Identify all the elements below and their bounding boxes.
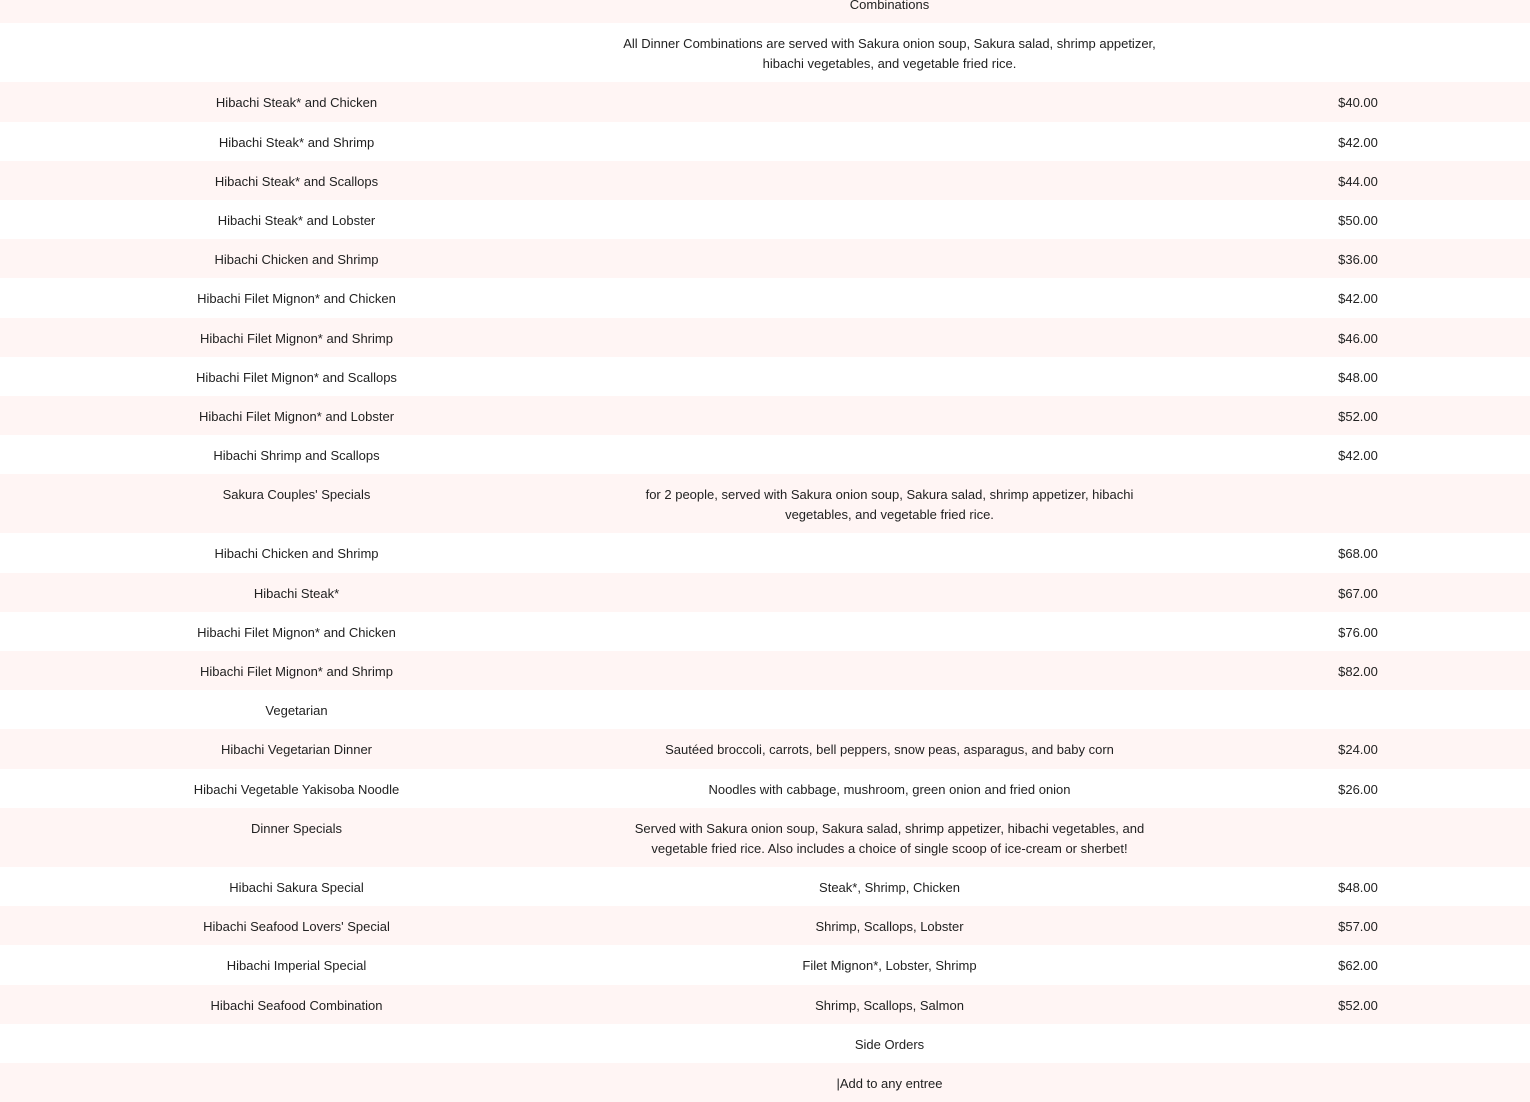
item-description: Noodles with cabbage, mushroom, green onion and fried onion: [708, 781, 1071, 797]
item-description: for 2 people, served with Sakura onion soup, Sakura salad, shrimp appetizer, hibachi vegetables, and vegetable fried rice.: [645, 487, 1134, 523]
item-description: All Dinner Combinations are served with Sakura onion soup, Sakura salad, shrimp appetizer, hibachi vegetables, and vegetable fried rice.: [623, 36, 1156, 72]
table-row: [0, 278, 1530, 317]
table-row: [0, 729, 1530, 768]
item-price: $44.00: [1338, 173, 1378, 189]
table-row: [0, 239, 1530, 278]
table-row: [0, 1024, 1530, 1063]
item-price: $76.00: [1338, 624, 1378, 640]
item-name: Hibachi Filet Mignon* and Shrimp: [200, 330, 393, 346]
item-price: $42.00: [1338, 134, 1378, 150]
item-name: Sakura Couples' Specials: [222, 487, 371, 503]
item-name: Hibachi Filet Mignon* and Chicken: [197, 624, 396, 640]
item-description: Shrimp, Scallops, Lobster: [815, 919, 964, 935]
item-name: Hibachi Filet Mignon* and Scallops: [196, 369, 397, 385]
item-price: $42.00: [1338, 448, 1378, 464]
table-row: [0, 651, 1530, 690]
item-price: $40.00: [1338, 95, 1378, 111]
item-price: $36.00: [1338, 252, 1378, 268]
table-row: [0, 1063, 1530, 1102]
item-description: Served with Sakura onion soup, Sakura salad, shrimp appetizer, hibachi vegetables, and vegetable fried rice. Also includes a choice of single scoop of ice-cream or sherbet!: [634, 820, 1145, 856]
item-name: Hibachi Chicken and Shrimp: [214, 252, 379, 268]
table-row: [0, 357, 1530, 396]
item-description: Sautéed broccoli, carrots, bell peppers, snow peas, asparagus, and baby corn: [665, 742, 1114, 758]
item-price: $48.00: [1338, 369, 1378, 385]
item-name: Vegetarian: [265, 703, 328, 719]
table-row: [0, 769, 1530, 808]
item-price: $52.00: [1338, 997, 1378, 1013]
table-row: [0, 396, 1530, 435]
item-name: Hibachi Vegetarian Dinner: [220, 742, 373, 758]
item-name: Hibachi Filet Mignon* and Shrimp: [200, 664, 393, 679]
table-row: [0, 23, 1530, 82]
table-row: [0, 474, 1530, 533]
item-name: Hibachi Imperial Special: [226, 958, 367, 974]
table-row: [0, 200, 1530, 239]
table-row: [0, 906, 1530, 945]
item-description: Steak*, Shrimp, Chicken: [819, 879, 960, 895]
item-name: Hibachi Vegetable Yakisoba Noodle: [193, 781, 400, 797]
item-price: $24.00: [1338, 742, 1378, 758]
item-price: $48.00: [1338, 879, 1378, 895]
table-row: [0, 122, 1530, 161]
table-row: [0, 318, 1530, 357]
item-name: Hibachi Filet Mignon* and Chicken: [197, 291, 396, 307]
table-row: [0, 985, 1530, 1024]
item-name: Hibachi Filet Mignon* and Lobster: [198, 408, 395, 424]
item-price: $82.00: [1338, 664, 1378, 679]
table-row: [0, 573, 1530, 612]
item-description: Shrimp, Scallops, Salmon: [815, 997, 964, 1013]
table-row: [0, 435, 1530, 474]
item-price: $26.00: [1338, 781, 1378, 797]
table-row: [0, 690, 1530, 729]
item-description: Filet Mignon*, Lobster, Shrimp: [802, 958, 977, 974]
item-description: |Add to any entree: [836, 1075, 943, 1091]
item-name: Hibachi Shrimp and Scallops: [213, 448, 380, 464]
item-price: $68.00: [1338, 546, 1378, 562]
item-name: Hibachi Steak* and Chicken: [215, 95, 378, 111]
item-price: $57.00: [1338, 919, 1378, 935]
item-name: Hibachi Steak* and Lobster: [217, 212, 376, 228]
table-row: [0, 0, 1530, 23]
table-row: [0, 808, 1530, 867]
table-row: [0, 867, 1530, 906]
item-name: Hibachi Seafood Lovers' Special: [203, 919, 390, 935]
item-price: $46.00: [1338, 330, 1378, 346]
table-row: [0, 945, 1530, 984]
table-row: [0, 161, 1530, 200]
item-description: Side Orders: [854, 1036, 925, 1052]
item-description: Combinations: [849, 0, 930, 12]
item-price: $42.00: [1338, 291, 1378, 307]
table-row: [0, 82, 1530, 121]
item-name: Dinner Specials: [250, 820, 343, 836]
item-price: $52.00: [1338, 408, 1378, 424]
item-name: Hibachi Seafood Combination: [210, 997, 383, 1013]
item-price: $62.00: [1338, 958, 1378, 974]
item-price: $50.00: [1338, 212, 1378, 228]
item-name: Hibachi Steak* and Scallops: [214, 173, 379, 189]
item-name: Hibachi Steak*: [253, 585, 340, 601]
table-row: [0, 612, 1530, 651]
item-name: Hibachi Steak* and Shrimp: [218, 134, 375, 150]
item-price: $67.00: [1338, 585, 1378, 601]
table-row: [0, 533, 1530, 572]
item-name: Hibachi Chicken and Shrimp: [214, 546, 379, 562]
item-name: Hibachi Sakura Special: [229, 879, 364, 895]
